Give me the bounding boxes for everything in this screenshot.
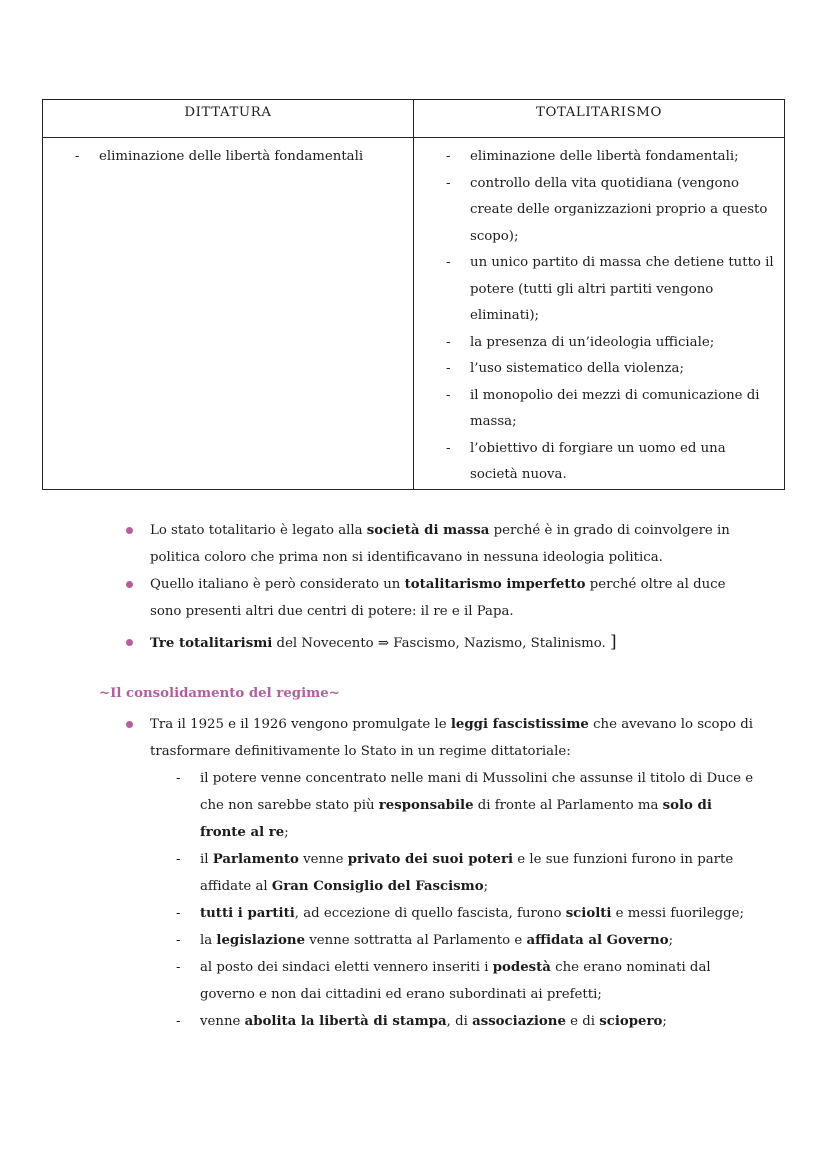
dash-marker: - (446, 361, 451, 376)
list-item: - il monopolio dei mezzi di comunicazione di massa; (414, 383, 776, 436)
list-item: - tutti i partiti, ad eccezione di quello fascista, furono sciolti e messi fuorilegge; (120, 900, 760, 927)
dash-marker: - (176, 852, 181, 867)
list-item: - il Parlamento venne privato dei suoi poteri e le sue funzioni furono in parte affidate al Gran Consiglio del Fascismo; (120, 846, 760, 900)
dash-marker: - (176, 960, 181, 975)
closing-bracket: ] (610, 632, 617, 652)
dash-marker: - (446, 334, 451, 350)
sub-list (120, 765, 760, 1035)
bullet-dot-icon (126, 721, 133, 728)
bullet-totalitarismo-imperfetto: Quello italiano è però considerato un totalitarismo imperfetto perché oltre al duce sono presenti altri due centri di potere: il re e il Papa. (120, 571, 760, 625)
bullet-societa-di-massa: Lo stato totalitario è legato alla società di massa perché è in grado di coinvolgere in politica coloro che prima non si identificavano in nessuna ideologia politica. (120, 517, 760, 571)
comparison-table (42, 99, 785, 490)
list-item: - eliminazione delle libertà fondamentali (43, 144, 405, 171)
dash-marker: - (176, 771, 181, 786)
dash-marker: - (176, 1014, 181, 1029)
bullet-dot-icon (126, 639, 133, 646)
list-item: - la presenza di un’ideologia ufficiale; (414, 330, 776, 357)
list-item: - al posto dei sindaci eletti vennero inseriti i podestà che erano nominati dal governo e non dai cittadini ed erano subordinati ai prefetti; (120, 954, 760, 1008)
list-item: - venne abolita la libertà di stampa, di associazione e di sciopero; (120, 1008, 760, 1035)
list-item: - controllo della vita quotidiana (vengono create delle organizzazioni proprio a questo scopo); (414, 171, 776, 251)
table-row (43, 138, 785, 490)
header-totalitarismo: TOTALITARISMO (414, 100, 785, 138)
totalitarismo-cell (414, 138, 785, 490)
bullet-dot-icon (126, 527, 133, 534)
dittatura-cell (43, 138, 414, 490)
list-item: - l’obiettivo di forgiare un uomo ed una società nuova. (414, 436, 776, 489)
list-item: - eliminazione delle libertà fondamentali; (414, 144, 776, 171)
list-item: - la legislazione venne sottratta al Parlamento e affidata al Governo; (120, 927, 760, 954)
header-dittatura: DITTATURA (43, 100, 414, 138)
list-item: - un unico partito di massa che detiene tutto il potere (tutti gli altri partiti vengono eliminati); (414, 250, 776, 330)
dash-marker: - (446, 387, 451, 403)
bullet-tre-totalitarismi: Tre totalitarismi del Novecento ⇒ Fascismo, Nazismo, Stalinismo. ] (120, 629, 760, 657)
dash-marker: - (446, 255, 451, 270)
bullet-list (120, 517, 760, 657)
dash-marker: - (446, 149, 451, 164)
dash-marker: - (75, 149, 80, 164)
bullet-dot-icon (126, 581, 133, 588)
list-item: - il potere venne concentrato nelle mani di Mussolini che assunse il titolo di Duce e che non sarebbe stato più responsabile di fronte al Parlamento ma solo di fronte al re; (120, 765, 760, 846)
list-item: - l’uso sistematico della violenza; (414, 356, 776, 383)
dash-marker: - (176, 906, 181, 921)
table-header-row (43, 100, 785, 138)
dash-marker: - (446, 440, 451, 456)
dash-marker: - (176, 933, 181, 948)
dash-marker: - (446, 175, 451, 191)
section-body (120, 711, 760, 1035)
bullet-leggi-fascistissime: Tra il 1925 e il 1926 vengono promulgate le leggi fascistissime che avevano lo scopo di trasformare definitivamente lo Stato in un regime dittatoriale: (120, 711, 760, 765)
section-heading: ~Il consolidamento del regime~ (99, 686, 340, 701)
